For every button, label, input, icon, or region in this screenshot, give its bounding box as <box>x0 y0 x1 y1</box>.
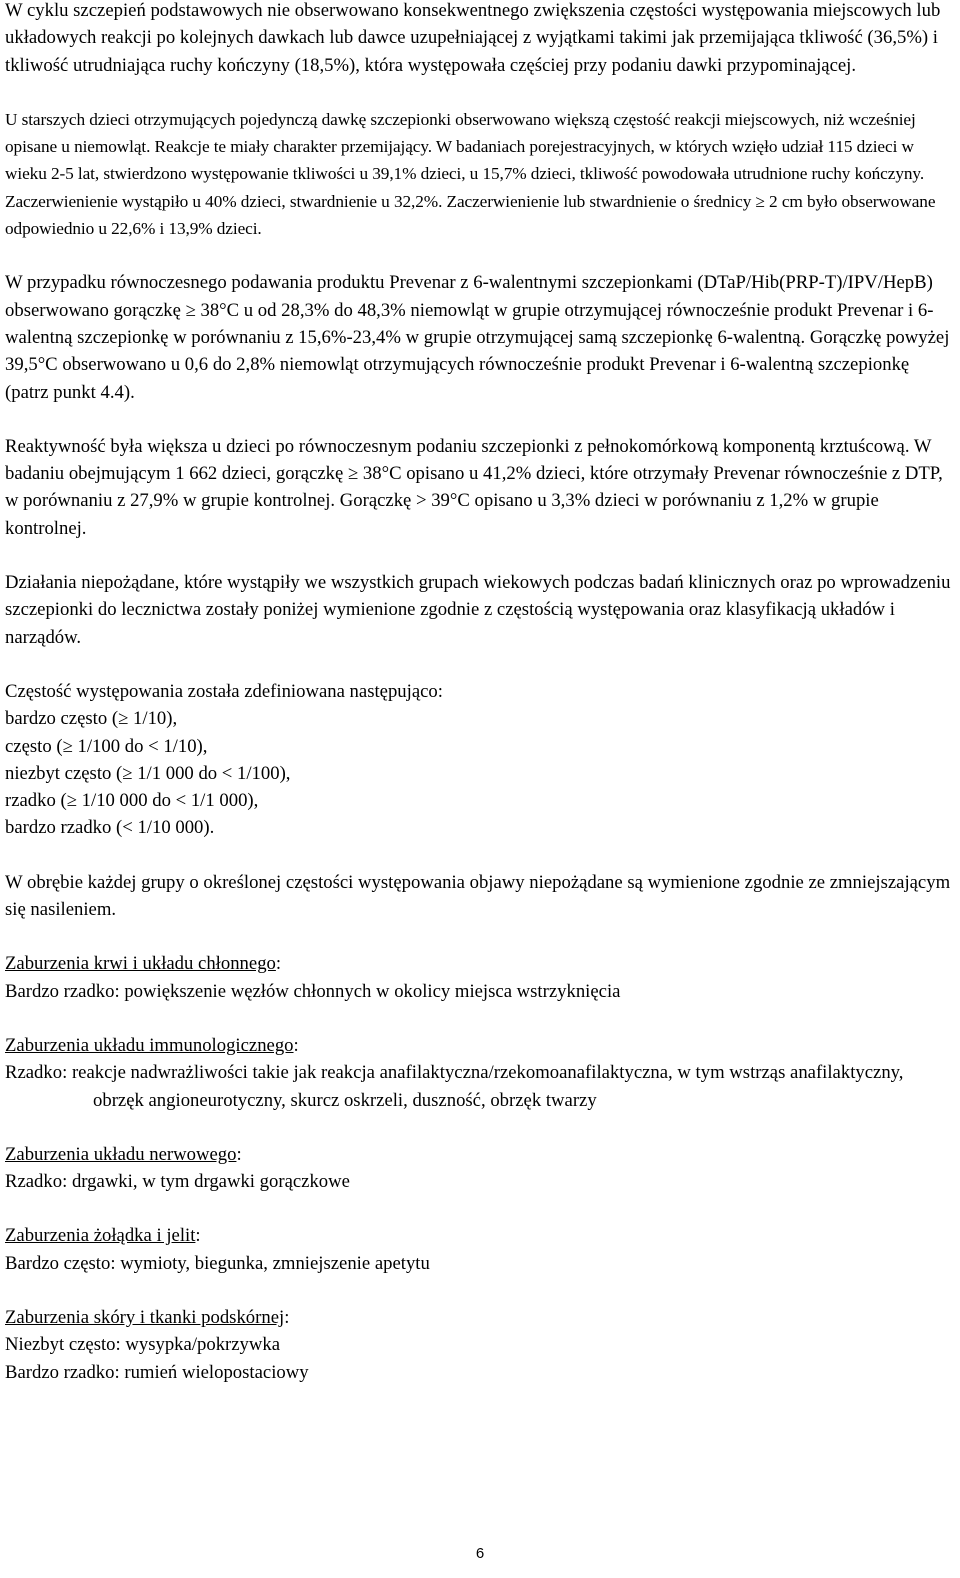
section-line: Bardzo rzadko: rumień wielopostaciowy <box>5 1361 309 1383</box>
paragraph-older-children: U starszych dzieci otrzymujących pojedynczą dawkę szczepionki obserwowano większą częstość reakcji miejscowych, niż wcześniej opisane u niemowląt. Reakcje te miały charakter przemijający. W badaniach porejestracyjnych, w których wzięło udział 115 dzieci w wieku 2-5 lat, stwierdzono występowanie tkliwości u 39,1% dzieci, u 15,7% dzieci, tkliwość powodowała utrudnione ruchy kończyny. Zaczerwienienie wystąpiło u 40% dzieci, stwardnienie u 32,2%. Zaczerwienienie lub stwardnienie o średnicy ≥ 2 cm było obserwowane odpowiednio u 22,6% i 13,9% dzieci. <box>5 109 936 239</box>
frequency-item: często (≥ 1/100 do < 1/10), <box>5 735 208 757</box>
section-heading: Zaburzenia żołądka i jelit <box>5 1225 196 1247</box>
section-heading: Zaburzenia układu immunologicznego <box>5 1034 294 1056</box>
section-line: Rzadko: reakcje nadwrażliwości takie jak reakcja anafilaktyczna/rzekomoanafilaktyczna, w tym wstrząs anafilaktyczny, obrzęk angioneurotyczny, skurcz oskrzeli, duszność, obrzęk twarzy <box>5 1062 904 1111</box>
frequency-item: bardzo rzadko (< 1/10 000). <box>5 817 215 839</box>
paragraph-hexavalent-coadministration: W przypadku równoczesnego podawania produktu Prevenar z 6-walentnymi szczepionkami (DTaP/Hib(PRP-T)/IPV/HepB) obserwowano gorączkę ≥ 38°C u od 28,3% do 48,3% niemowląt w grupie otrzymującej równocześnie produkt Prevenar i 6-walentną szczepionkę w porównaniu z 15,6%-23,4% w grupie otrzymującej samą szczepionkę 6-walentną. Gorączkę powyżej 39,5°C obserwowano u 0,6 do 2,8% niemowląt otrzymujących równocześnie produkt Prevenar i 6-walentną szczepionkę (patrz punkt 4.4). <box>5 272 950 403</box>
frequency-item: bardzo często (≥ 1/10), <box>5 708 178 730</box>
paragraph-ordering-note: W obrębie każdej grupy o określonej częstości występowania objawy niepożądane są wymienione zgodnie ze zmniejszającym się nasileniem. <box>5 871 951 921</box>
section-heading: Zaburzenia skóry i tkanki podskórnej <box>5 1306 285 1328</box>
section-line: Bardzo często: wymioty, biegunka, zmniejszenie apetytu <box>5 1252 430 1274</box>
section-immune-system: Zaburzenia układu immunologicznego: Rzadko: reakcje nadwrażliwości takie jak reakcja anafilaktyczna/rzekomoanafilaktyczna, w tym wstrząs anafilaktyczny, obrzęk angioneurotyczny, skurcz oskrzeli, duszność, obrzęk twarzy <box>5 1032 955 1114</box>
frequency-item: niezbyt często (≥ 1/1 000 do < 1/100), <box>5 762 291 784</box>
page-number: 6 <box>475 1545 485 1562</box>
section-blood-lymphatic: Zaburzenia krwi i układu chłonnego: Bardzo rzadko: powiększenie węzłów chłonnych w okolicy miejsca wstrzyknięcia <box>5 950 955 1005</box>
section-gastrointestinal: Zaburzenia żołądka i jelit: Bardzo często: wymioty, biegunka, zmniejszenie apetytu <box>5 1222 955 1277</box>
section-line: Niezbyt często: wysypka/pokrzywka <box>5 1334 281 1356</box>
frequency-definitions <box>5 678 955 842</box>
paragraph-reactogenicity-dtp: Reaktywność była większa u dzieci po równoczesnym podaniu szczepionki z pełnokomórkową komponentą krztuścową. W badaniu obejmującym 1 662 dzieci, gorączkę ≥ 38°C opisano u 41,2% dzieci, które otrzymały Prevenar równocześnie z DTP, w porównaniu z 27,9% w grupie kontrolnej. Gorączkę > 39°C opisano u 3,3% dzieci w porównaniu z 1,2% w grupie kontrolnej. <box>5 435 943 539</box>
document-page <box>5 0 955 1386</box>
paragraph-adverse-effects-intro: Działania niepożądane, które wystąpiły we wszystkich grupach wiekowych podczas badań klinicznych oraz po wprowadzeniu szczepionki do lecznictwa zostały poniżej wymienione zgodnie z częstością występowania oraz klasyfikacją układów i narządów. <box>5 572 951 648</box>
section-line: Bardzo rzadko: powiększenie węzłów chłonnych w okolicy miejsca wstrzyknięcia <box>5 980 621 1002</box>
section-skin: Zaburzenia skóry i tkanki podskórnej: Niezbyt często: wysypka/pokrzywka Bardzo rzadko: rumień wielopostaciowy <box>5 1304 955 1386</box>
section-nervous-system: Zaburzenia układu nerwowego: Rzadko: drgawki, w tym drgawki gorączkowe <box>5 1141 955 1196</box>
section-heading: Zaburzenia krwi i układu chłonnego <box>5 953 276 975</box>
section-heading: Zaburzenia układu nerwowego <box>5 1143 237 1165</box>
frequency-intro: Częstość występowania została zdefiniowana następująco: <box>5 680 443 702</box>
paragraph-booster-reactions: W cyklu szczepień podstawowych nie obserwowano konsekwentnego zwiększenia częstości występowania miejscowych lub układowych reakcji po kolejnych dawkach lub dawce uzupełniającej z wyjątkami takimi jak przemijająca tkliwość (36,5%) i tkliwość utrudniająca ruchy kończyny (18,5%), która występowała częściej przy podaniu dawki przypominającej. <box>5 0 941 76</box>
frequency-item: rzadko (≥ 1/10 000 do < 1/1 000), <box>5 790 259 812</box>
section-line: Rzadko: drgawki, w tym drgawki gorączkowe <box>5 1171 350 1193</box>
